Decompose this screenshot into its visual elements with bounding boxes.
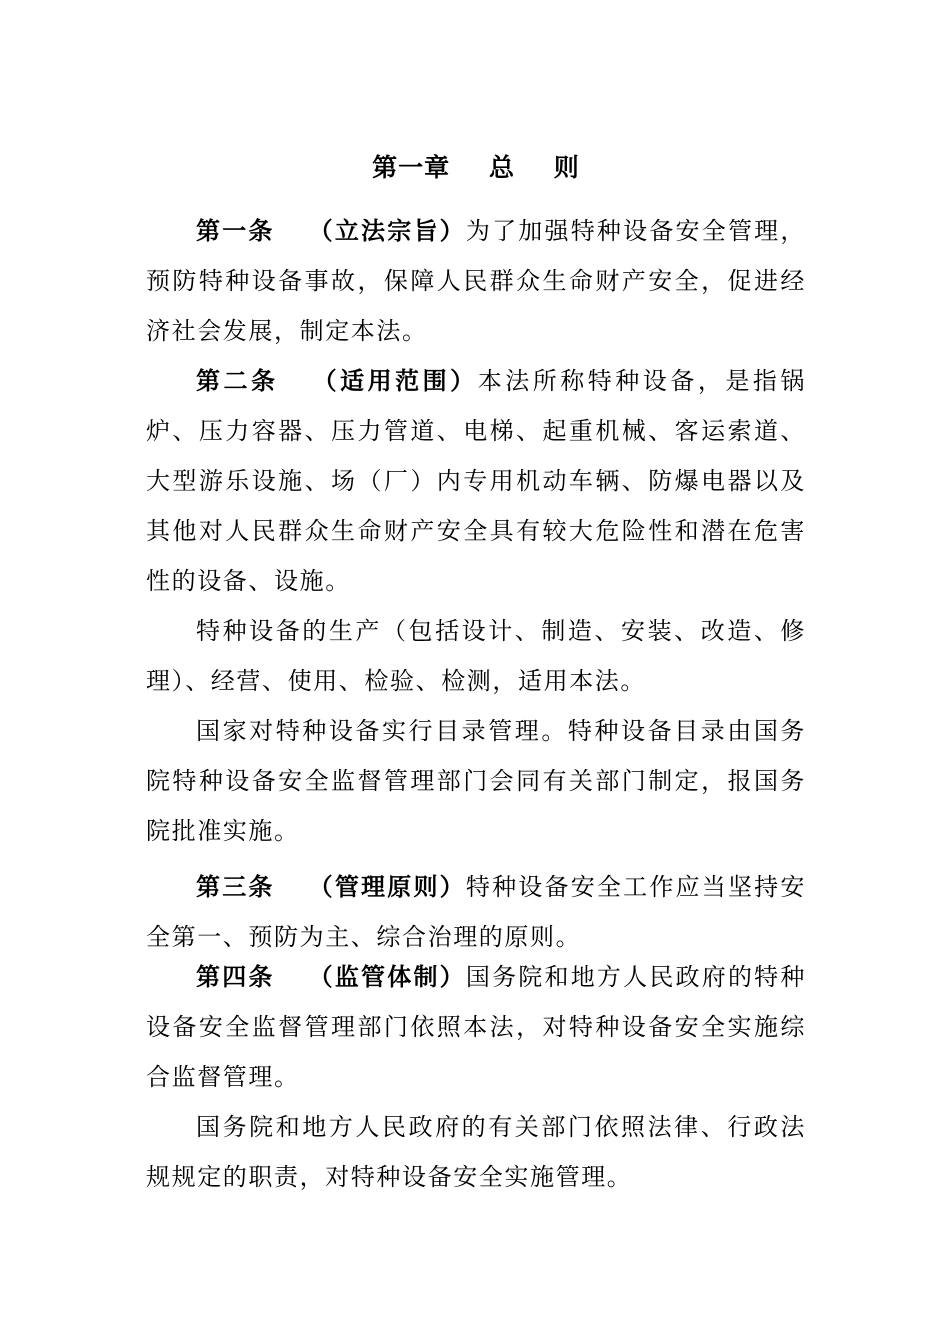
chapter-title: 第一章 总 则 [372, 153, 580, 182]
article-text: 本法所称特种设备，是指锅炉、压力容器、压力管道、电梯、起重机械、客运索道、大型游乐设施、场（厂）内专用机动车辆、防爆电器以及其他对人民群众生命财产安全具有较大危险性和潜在危害性的设备、设施。 [146, 367, 806, 595]
article-text: 国务院和地方人民政府的特种设备安全监督管理部门依照本法，对特种设备安全实施综合监督管理。 [146, 963, 806, 1091]
article-number: 第二条 [196, 366, 279, 395]
article-text: 特种设备安全工作应当坚持安全第一、预防为主、综合治理的原则。 [146, 873, 806, 951]
article-number: 第一条 [196, 216, 275, 245]
article-1 [146, 206, 806, 356]
article-text: 为了加强特种设备安全管理，预防特种设备事故，保障人民群众生命财产安全，促进经济社会发展，制定本法。 [146, 217, 806, 345]
article-topic: （监管体制） [308, 962, 466, 991]
article-topic: （立法宗旨） [308, 216, 466, 245]
article-number: 第四条 [196, 962, 275, 991]
article-2-paragraph-2: 特种设备的生产（包括设计、制造、安装、改造、修理）、经营、使用、检验、检测，适用本法。 [146, 617, 806, 695]
article-2 [146, 356, 806, 606]
article-2-paragraph-3: 国家对特种设备实行目录管理。特种设备目录由国务院特种设备安全监督管理部门会同有关部门制定，报国务院批准实施。 [146, 717, 806, 845]
article-topic: （管理原则） [308, 872, 466, 901]
article-3 [146, 862, 806, 962]
article-topic: （适用范围） [312, 366, 478, 395]
article-4 [146, 952, 806, 1102]
article-number: 第三条 [196, 872, 275, 901]
article-4-paragraph-2: 国务院和地方人民政府的有关部门依照法律、行政法规规定的职责，对特种设备安全实施管理。 [146, 1113, 806, 1191]
